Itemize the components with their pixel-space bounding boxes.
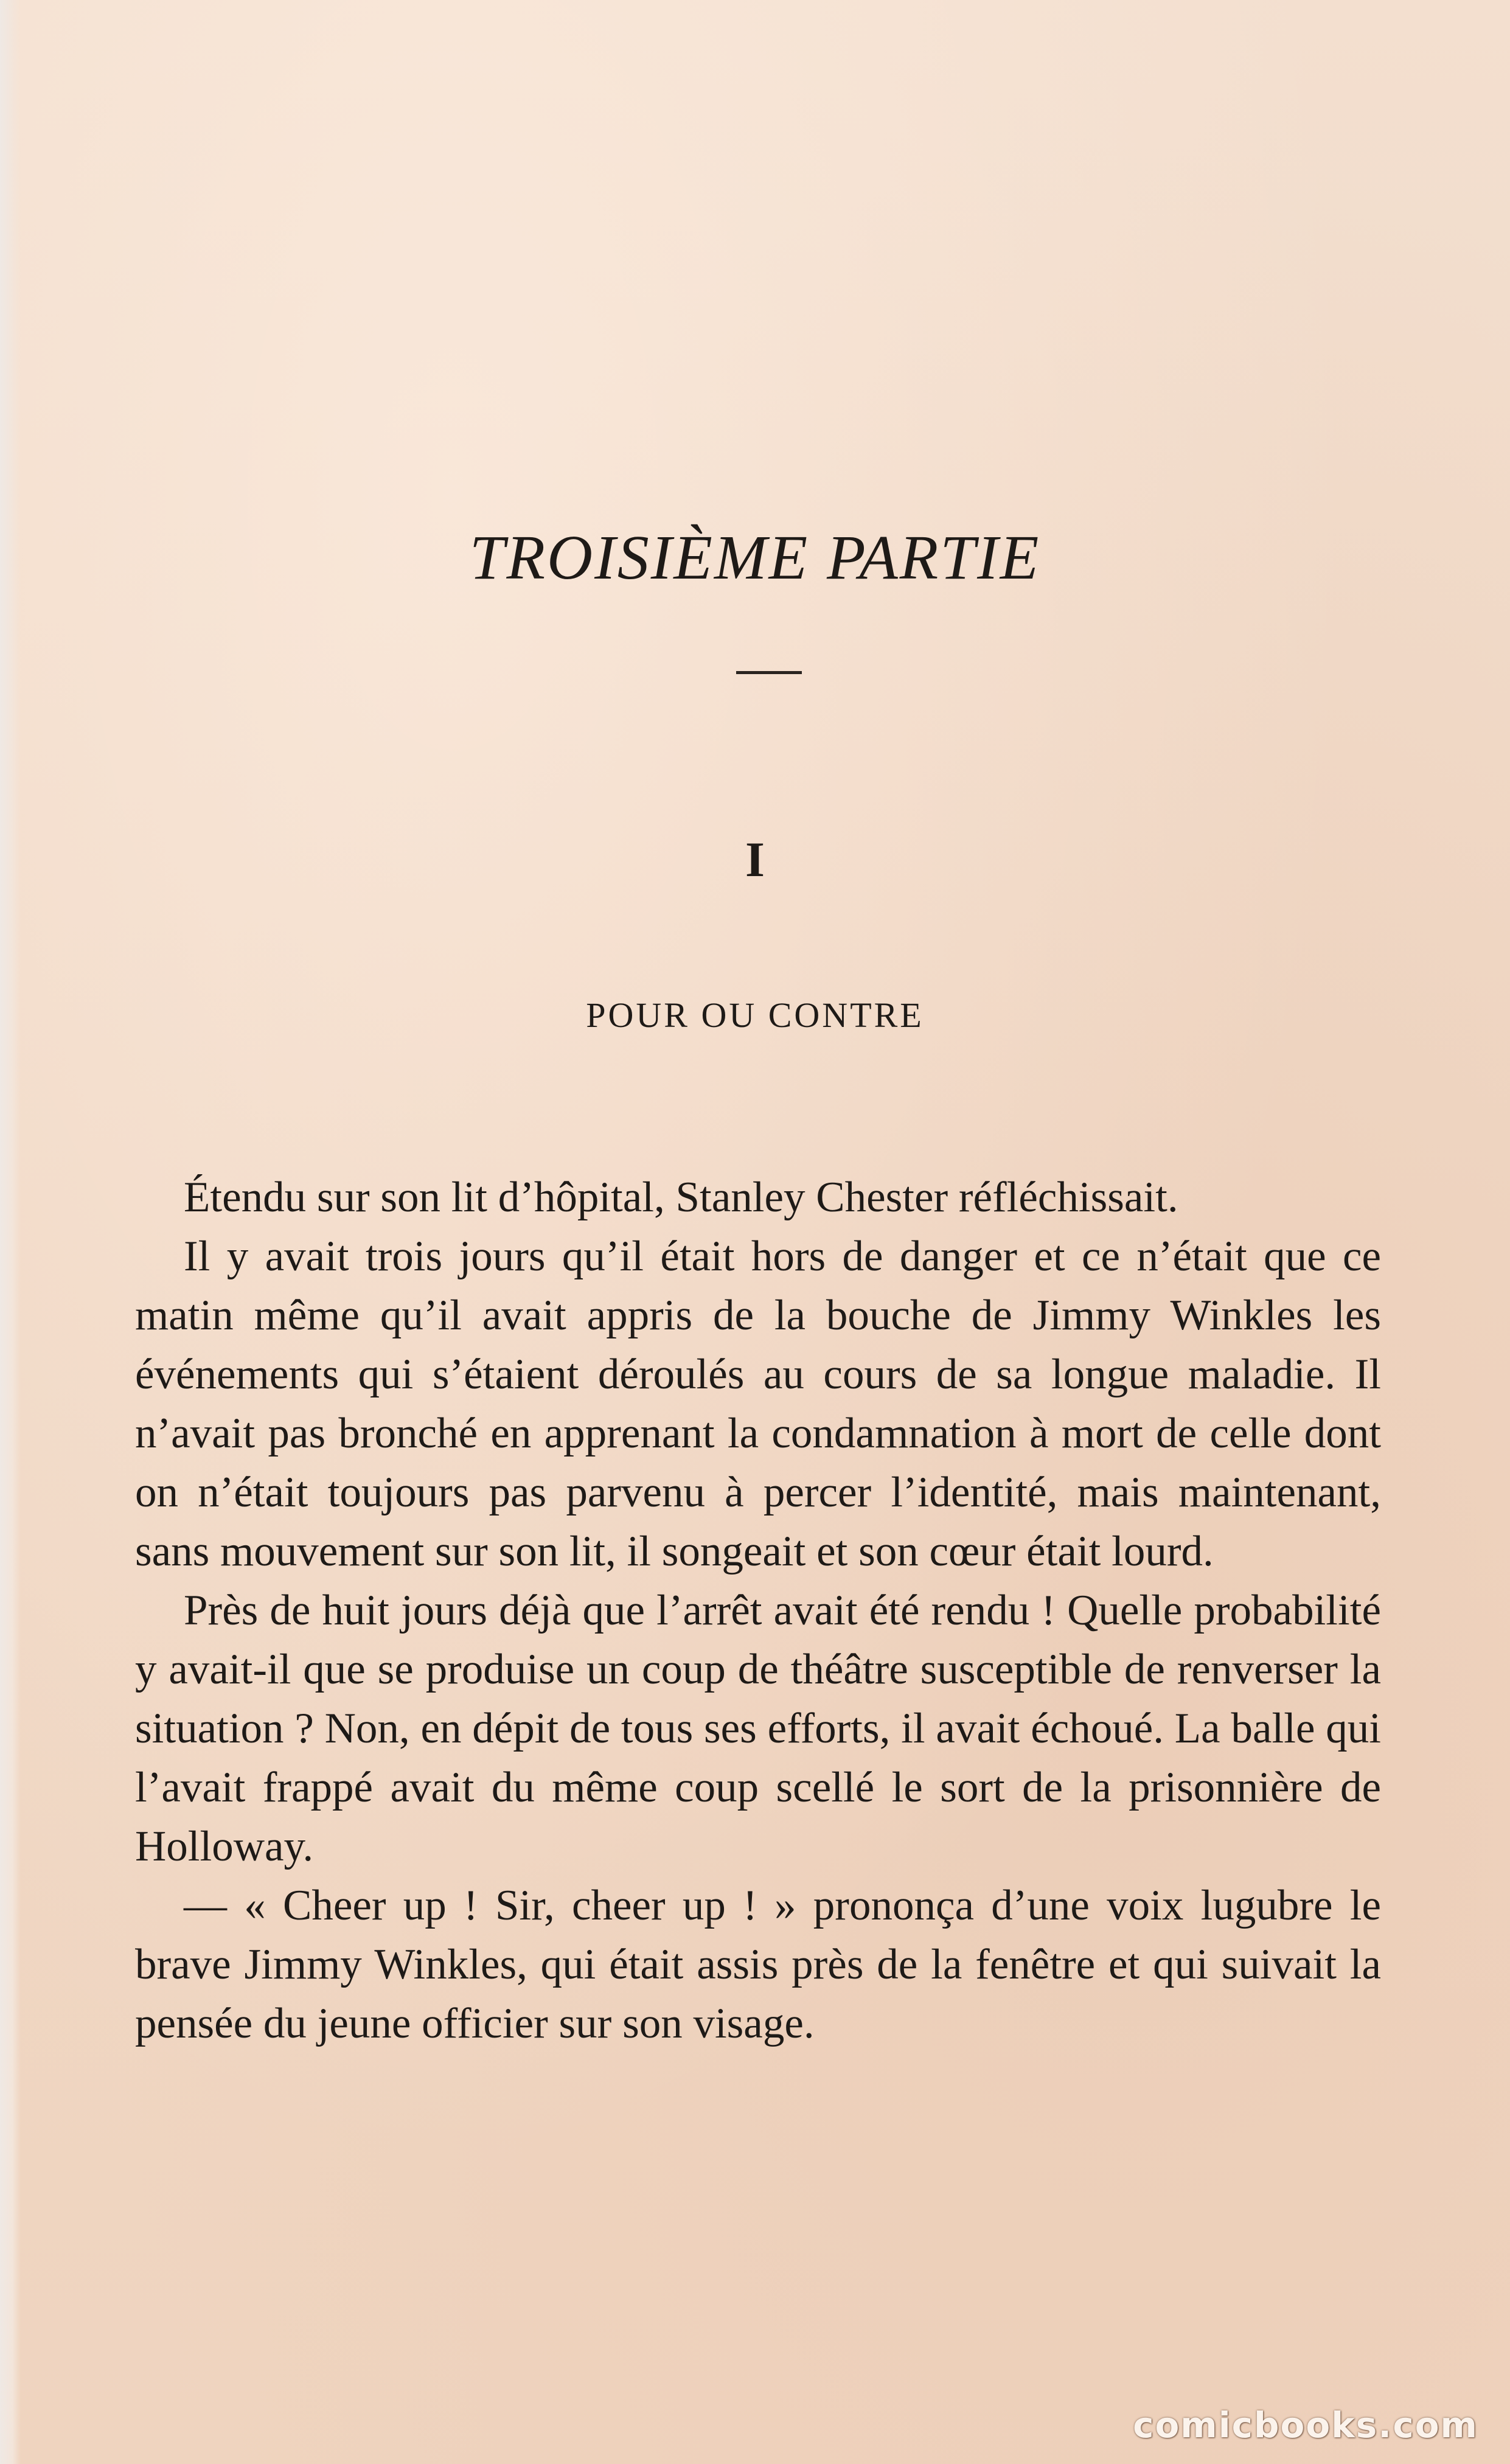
title-rule-divider [736, 671, 802, 674]
paragraph-3: Près de huit jours déjà que l’arrêt avait été rendu ! Quelle probabilité y avait-il que se produise un coup de théâtre susceptible de renverser la situation ? Non, en dépit de tous ses efforts, il avait échoué. La balle qui l’avait frappé avait du même coup scellé le sort de la prisonnière de Holloway. [135, 1587, 1381, 1870]
paragraph-1: Étendu sur son lit d’hôpital, Stanley Chester réfléchissait. [184, 1174, 1178, 1221]
site-watermark: comicbooks.com [1133, 2404, 1478, 2446]
paragraph-4: — « Cheer up ! Sir, cheer up ! » prononça d’une voix lugubre le brave Jimmy Winkles, qui était assis près de la fenêtre et qui suivait la pensée du jeune officier sur son visage. [135, 1882, 1381, 2047]
page-left-edge [0, 0, 21, 2464]
part-title: TROISIÈME PARTIE [469, 523, 1041, 593]
chapter-body-text [135, 1168, 1381, 2053]
paragraph-2: Il y avait trois jours qu’il était hors de danger et ce n’était que ce matin même qu’il avait appris de la bouche de Jimmy Winkles les événements qui s’étaient déroulés au cours de sa longue maladie. Il n’avait pas bronché en apprenant la condamnation à mort de celle dont on n’était toujours pas parvenu à percer l’identité, mais maintenant, sans mouvement sur son lit, il songeait et son cœur était lourd. [135, 1233, 1381, 1575]
chapter-title: POUR OU CONTRE [586, 995, 924, 1035]
chapter-number: I [745, 832, 765, 887]
